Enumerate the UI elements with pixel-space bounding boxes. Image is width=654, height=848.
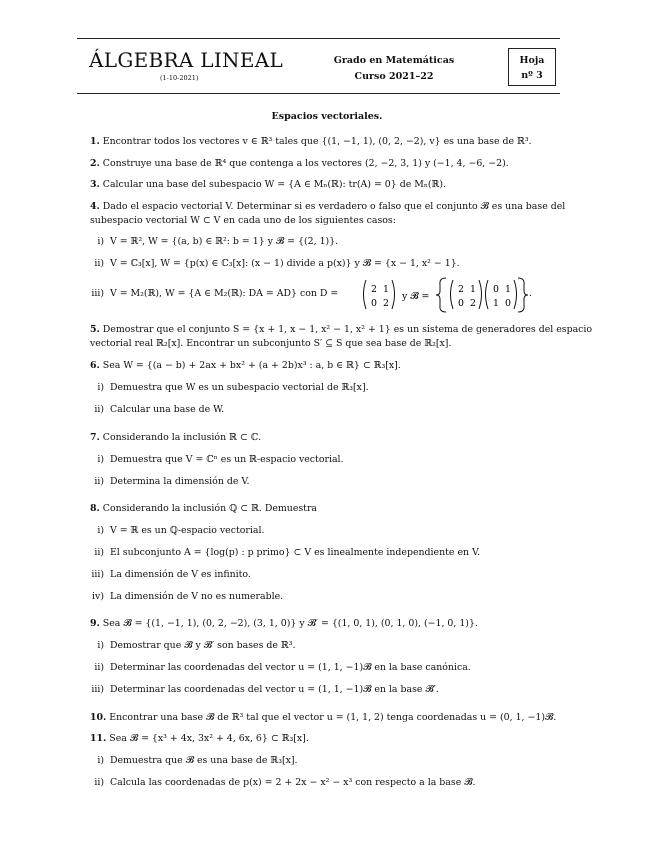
problem-7-i: i) Demuestra que V = ℂⁿ es un ℝ-espacio vectorial. [97,454,344,465]
problem-9-ii: ii) Determinar las coordenadas del vector u = (1, 1, −1)𝓑 en la base canónica. [94,662,471,673]
matrix-B2 [486,280,517,309]
sheet-label: Hoja [519,55,545,66]
problem-4-matrices [360,277,530,313]
problem-5: 5. Demostrar que el conjunto S = {x + 1, x − 1, x² − 1, x² + 1} es un sistema de generadores del espacio [90,324,593,335]
problem-7-ii: ii) Determina la dimensión de V. [94,476,250,487]
problem-4-iii: iii) V = M₂(ℝ), W = {A ∈ M₂(ℝ): DA = AD} con D = [91,288,339,299]
svg-text:1: 1 [505,284,511,295]
problem-9-iii: iii) Determinar las coordenadas del vector u = (1, 1, −1)𝓑 en la base 𝓑′. [91,684,439,695]
sheet-number: nº 3 [521,70,543,81]
svg-text:0: 0 [458,298,464,309]
matrix-D-c: 0 [371,298,377,309]
matrix-D-d: 2 [383,298,389,309]
problem-6-i: i) Demuestra que W es un subespacio vectorial de ℝ₃[x]. [97,382,369,393]
svg-text:1: 1 [470,284,476,295]
problem-8: 8. Considerando la inclusión ℚ ⊂ ℝ. Demuestra [90,503,318,514]
problem-1: 1. Encontrar todos los vectores v ∈ ℝ³ tales que {(1, −1, 1), (0, 2, −2), v} es una base de ℝ³. [90,136,532,147]
problem-8-ii: ii) El subconjunto A = {log(p) : p primo} ⊂ V es linealmente independiente en V. [94,547,481,558]
matrix-D [364,280,395,309]
problem-10: 10. Encontrar una base 𝓑 de ℝ³ tal que el vector u = (1, 1, 2) tenga coordenadas u = (0, 1, −1)𝓑. [90,712,557,723]
svg-text:2: 2 [470,298,476,309]
svg-text:1: 1 [493,298,499,309]
problem-7: 7. Considerando la inclusión ℝ ⊂ ℂ. [90,432,262,443]
page-title: ÁLGEBRA LINEAL [89,48,284,72]
problem-9: 9. Sea 𝓑 = {(1, −1, 1), (0, 2, −2), (3, 1, 0)} y 𝓑′ = {(1, 0, 1), (0, 1, 0), (−1, 0, 1)}. [90,618,478,629]
problem-8-iii: iii) La dimensión de V es infinito. [91,569,251,580]
header-date: (1-10-2021) [160,74,199,82]
problem-8-iv: iv) La dimensión de V no es numerable. [92,591,284,602]
matrix-D-a: 2 [371,284,377,295]
problem-11-i: i) Demuestra que 𝓑 es una base de ℝ₃[x]. [97,755,298,766]
problem-2: 2. Construye una base de ℝ⁴ que contenga a los vectores (2, −2, 3, 1) y (−1, 4, −6, −2). [90,158,509,169]
svg-text:0: 0 [493,284,499,295]
header-program: Grado en Matemáticas [333,55,455,66]
problem-4-iii-end: . [529,288,532,299]
problem-6: 6. Sea W = {(a − b) + 2ax + bx² + (a + 2b)x³ : a, b ∈ ℝ} ⊂ ℝ₃[x]. [90,360,401,371]
matrix-D-b: 1 [383,284,389,295]
problem-4-cont: subespacio vectorial W ⊂ V en cada uno de los siguientes casos: [90,215,396,226]
matrix-B1 [451,280,482,309]
problem-8-i: i) V = ℝ es un ℚ-espacio vectorial. [97,525,265,536]
header-program-course [314,53,474,85]
section-title: Espacios vectoriales. [271,111,383,122]
header-course: Curso 2021–22 [354,71,434,82]
problem-5-cont: vectorial real ℝ₂[x]. Encontrar un subconjunto S′ ⊆ S que sea base de ℝ₂[x]. [90,338,452,349]
problem-4-i: i) V = ℝ², W = {(a, b) ∈ ℝ²: b = 1} y 𝓑 = {(2, 1)}. [97,236,339,247]
svg-text:0: 0 [505,298,511,309]
problem-6-ii: ii) Calcular una base de W. [94,404,225,415]
sheet-number-box [508,48,556,86]
problem-11-ii: ii) Calcula las coordenadas de p(x) = 2 + 2x − x² − x³ con respecto a la base 𝓑. [94,777,476,788]
header-bottom-rule [77,93,560,94]
problem-9-i: i) Demostrar que 𝓑 y 𝓑′ son bases de ℝ³. [97,640,296,651]
matrix-y-label: y 𝓑 = [402,291,430,302]
problem-3: 3. Calcular una base del subespacio W = {A ∈ Mₙ(ℝ): tr(A) = 0} de Mₙ(ℝ). [90,179,446,190]
svg-text:2: 2 [458,284,464,295]
header-top-rule [77,38,560,39]
problem-4: 4. Dado el espacio vectorial V. Determinar si es verdadero o falso que el conjunto 𝓑 es una base del [90,201,566,212]
problem-11: 11. Sea 𝓑 = {x³ + 4x, 3x² + 4, 6x, 6} ⊂ ℝ₃[x]. [90,733,309,744]
problem-4-ii: ii) V = ℂ₃[x], W = {p(x) ∈ ℂ₃[x]: (x − 1) divide a p(x)} y 𝓑 = {x − 1, x² − 1}. [94,258,460,269]
